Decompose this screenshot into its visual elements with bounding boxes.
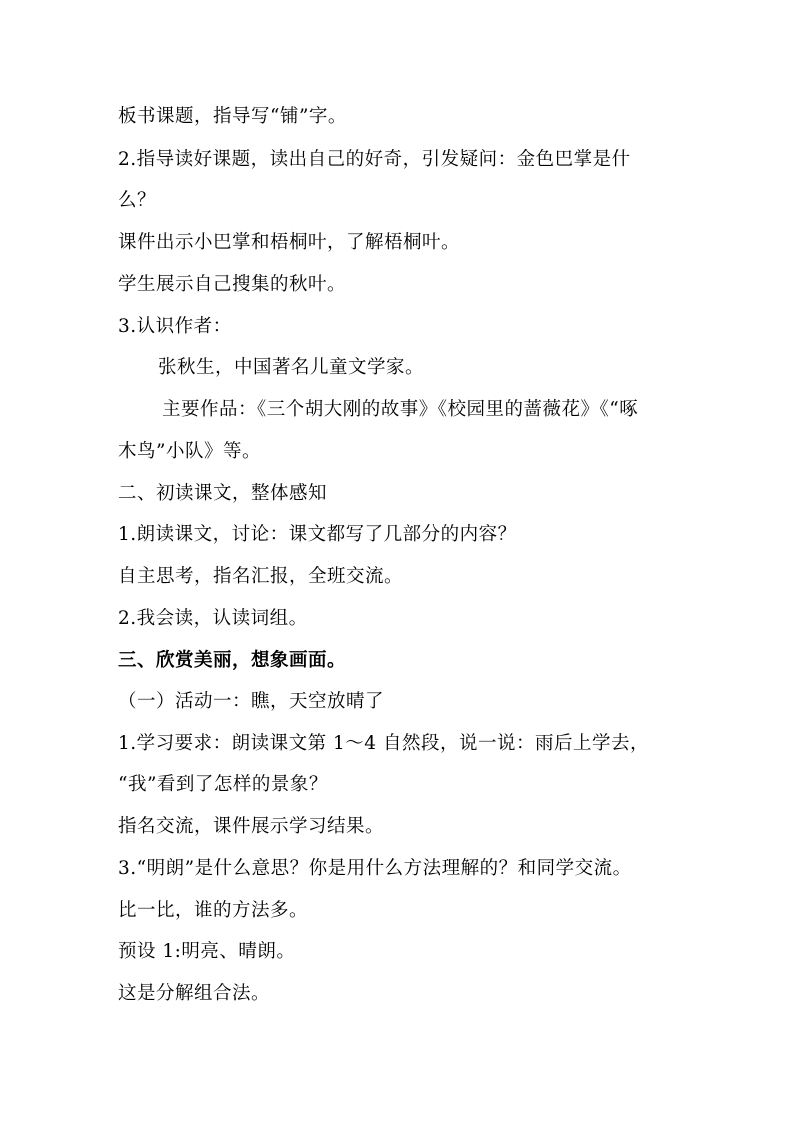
text-line-22: 这是分解组合法。 <box>118 983 271 1004</box>
section-heading-2: 二、初读课文，整体感知 <box>118 483 328 504</box>
activity-heading: （一）活动一：瞧，天空放晴了 <box>118 691 385 712</box>
text-line-4: 课件出示小巴掌和梧桐叶，了解梧桐叶。 <box>118 232 461 253</box>
text-line-5: 学生展示自己搜集的秋叶。 <box>118 274 347 295</box>
text-line-12: 自主思考，指名汇报，全班交流。 <box>118 566 404 587</box>
text-line-16: 1.学习要求：朗读课文第 1～4 自然段，说一说：雨后上学去， <box>118 733 649 754</box>
text-line-6: 3.认识作者： <box>118 316 232 337</box>
text-line-1: 板书课题，指导写“铺”字。 <box>118 106 347 127</box>
text-line-3: 么？ <box>118 190 157 211</box>
text-line-11: 1.朗读课文，讨论：课文都写了几部分的内容？ <box>118 524 517 545</box>
text-line-8: 主要作品：《三个胡大刚的故事》《校园里的蔷薇花》《“啄 <box>162 399 639 420</box>
section-heading-3: 三、欣赏美丽，想象画面。 <box>118 650 347 671</box>
text-line-20: 比一比，谁的方法多。 <box>118 900 309 921</box>
text-line-13: 2.我会读，认读词组。 <box>118 608 308 629</box>
text-line-9: 木鸟”小队》等。 <box>118 441 261 462</box>
text-line-18: 指名交流，课件展示学习结果。 <box>118 816 385 837</box>
text-line-17: “我”看到了怎样的景象？ <box>118 774 328 795</box>
text-line-7: 张秋生，中国著名儿童文学家。 <box>158 357 425 378</box>
text-line-21: 预设 1:明亮、晴朗。 <box>118 941 296 962</box>
text-line-2: 2.指导读好课题，读出自己的好奇，引发疑问：金色巴掌是什 <box>118 149 631 170</box>
text-line-19: 3.“明朗”是什么意思？你是用什么方法理解的？和同学交流。 <box>118 858 632 879</box>
